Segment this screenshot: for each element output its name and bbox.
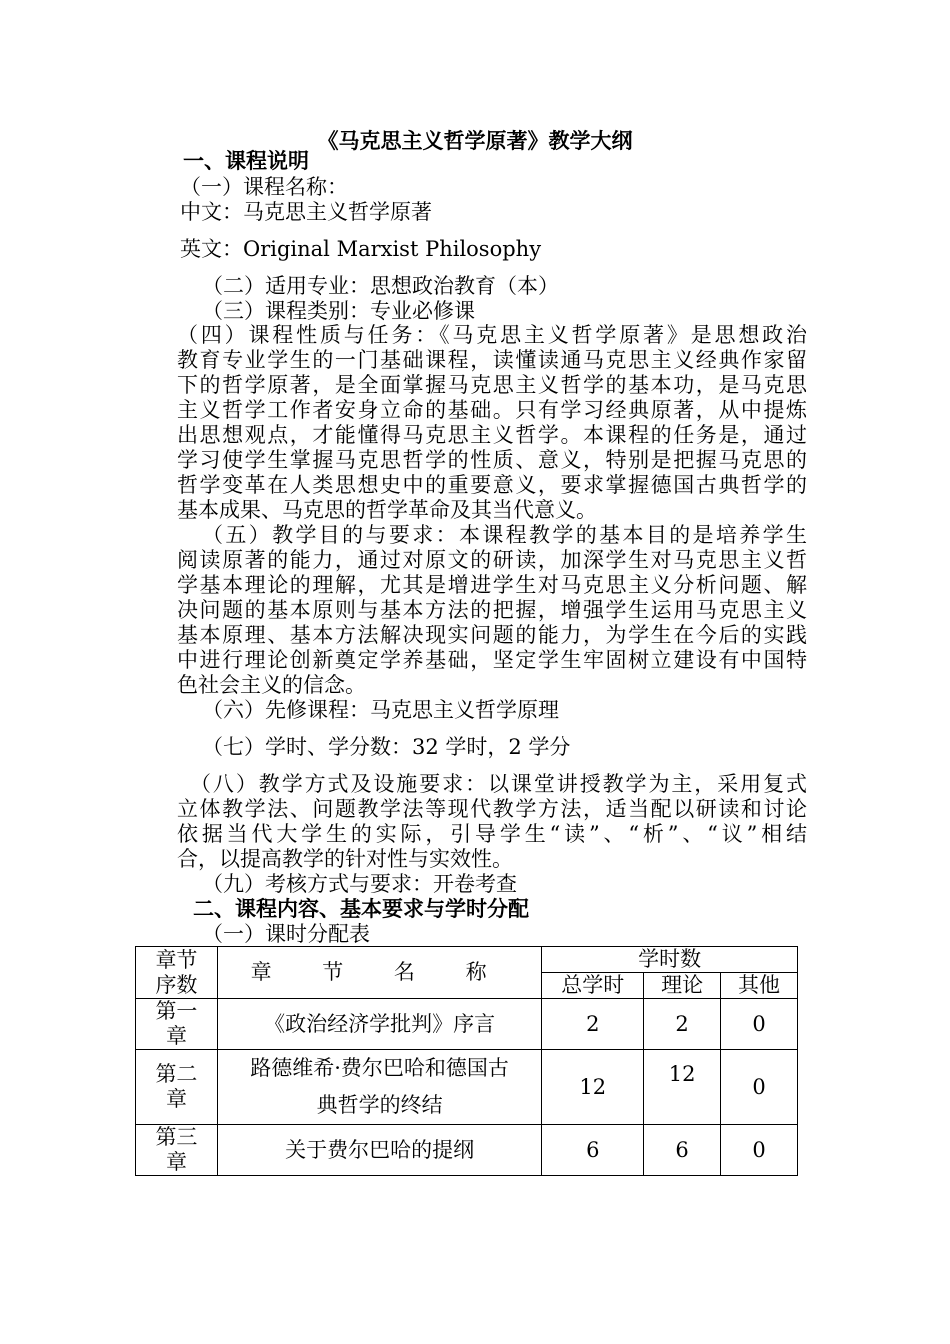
theory-hours: 6 <box>644 1125 721 1176</box>
document-title: 《马克思主义哲学原著》教学大纲 <box>317 129 633 153</box>
table-header-row <box>136 947 798 973</box>
assessment: （九）考核方式与要求：开卷考查 <box>202 872 517 896</box>
method-line: 合，以提高教学的针对性与实效性。 <box>177 847 513 871</box>
method-line: 立体教学法、问题教学法等现代教学方法，适当配以研读和讨论 <box>177 797 807 821</box>
chapter-name: 关于费尔巴哈的提纲 <box>217 1125 541 1176</box>
goal-line: 学基本理论的理解，尤其是增进学生对马克思主义分析问题、解 <box>177 573 807 597</box>
total-hours: 12 <box>542 1050 644 1125</box>
chapter-name: 《政治经济学批判》序言 <box>217 999 541 1050</box>
chapter-name: 路德维希·费尔巴哈和德国古 典哲学的终结 <box>217 1050 541 1125</box>
method-line: （八）教学方式及设施要求：以课堂讲授教学为主，采用复式 <box>190 772 807 796</box>
nature-line: （四）课程性质与任务：《马克思主义哲学原著》是思想政治 <box>177 323 807 347</box>
nature-line: 基本成果、马克思的哲学革命及其当代意义。 <box>177 498 597 522</box>
header-theory: 理论 <box>644 973 721 999</box>
nature-line: 教育专业学生的一门基础课程，读懂读通马克思主义经典作家留 <box>177 348 807 372</box>
chapter-number: 第二 章 <box>136 1050 218 1125</box>
header-other: 其他 <box>721 973 798 999</box>
section-heading-1: 一、课程说明 <box>183 149 309 173</box>
course-name-label: （一）课程名称： <box>180 175 348 199</box>
header-hours-group: 学时数 <box>542 947 798 973</box>
course-category: （三）课程类别：专业必修课 <box>202 299 475 323</box>
hours-table <box>135 946 798 1176</box>
theory-hours: 12 <box>644 1050 721 1125</box>
other-hours: 0 <box>721 1125 798 1176</box>
english-name: 英文：Original Marxist Philosophy <box>180 237 542 261</box>
header-chapter: 章节 序数 <box>136 947 218 999</box>
table-row <box>136 1050 798 1125</box>
other-hours: 0 <box>721 1050 798 1125</box>
hours-credits: （七）学时、学分数：32 学时，2 学分 <box>202 735 571 759</box>
header-total-hours: 总学时 <box>542 973 644 999</box>
total-hours: 2 <box>542 999 644 1050</box>
nature-line: 下的哲学原著，是全面掌握马克思主义哲学的基本功，是马克思 <box>177 373 807 397</box>
prerequisite: （六）先修课程：马克思主义哲学原理 <box>202 698 559 722</box>
total-hours: 6 <box>542 1125 644 1176</box>
nature-line: 学习使学生掌握马克思哲学的性质、意义，特别是把握马克思的 <box>177 448 807 472</box>
goal-line: 阅读原著的能力，通过对原文的研读，加深学生对马克思主义哲 <box>177 548 807 572</box>
chapter-number: 第三 章 <box>136 1125 218 1176</box>
goal-line: 中进行理论创新奠定学养基础，坚定学生牢固树立建设有中国特 <box>177 648 807 672</box>
section-heading-2: 二、课程内容、基本要求与学时分配 <box>193 897 529 921</box>
chapter-number: 第一 章 <box>136 999 218 1050</box>
nature-line: 出思想观点，才能懂得马克思主义哲学。本课程的任务是，通过 <box>177 423 807 447</box>
theory-hours: 2 <box>644 999 721 1050</box>
goal-line: （五）教学目的与要求：本课程教学的基本目的是培养学生 <box>202 523 807 547</box>
goal-line: 色社会主义的信念。 <box>177 673 366 697</box>
chinese-name: 中文：马克思主义哲学原著 <box>180 200 432 224</box>
method-line: 依据当代大学生的实际，引导学生“读”、“析”、“议”相结 <box>177 822 807 846</box>
other-hours: 0 <box>721 999 798 1050</box>
header-chapter-name: 章 节 名 称 <box>217 947 541 999</box>
goal-line: 决问题的基本原则与基本方法的把握，增强学生运用马克思主义 <box>177 598 807 622</box>
applicable-major: （二）适用专业：思想政治教育（本） <box>202 274 559 298</box>
nature-line: 哲学变革在人类思想史中的重要意义，要求掌握德国古典哲学的 <box>177 473 807 497</box>
table-row <box>136 999 798 1050</box>
table-row <box>136 1125 798 1176</box>
table-label: （一）课时分配表 <box>202 922 370 946</box>
nature-line: 主义哲学工作者安身立命的基础。只有学习经典原著，从中提炼 <box>177 398 807 422</box>
goal-line: 基本原理、基本方法解决现实问题的能力，为学生在今后的实践 <box>177 623 807 647</box>
